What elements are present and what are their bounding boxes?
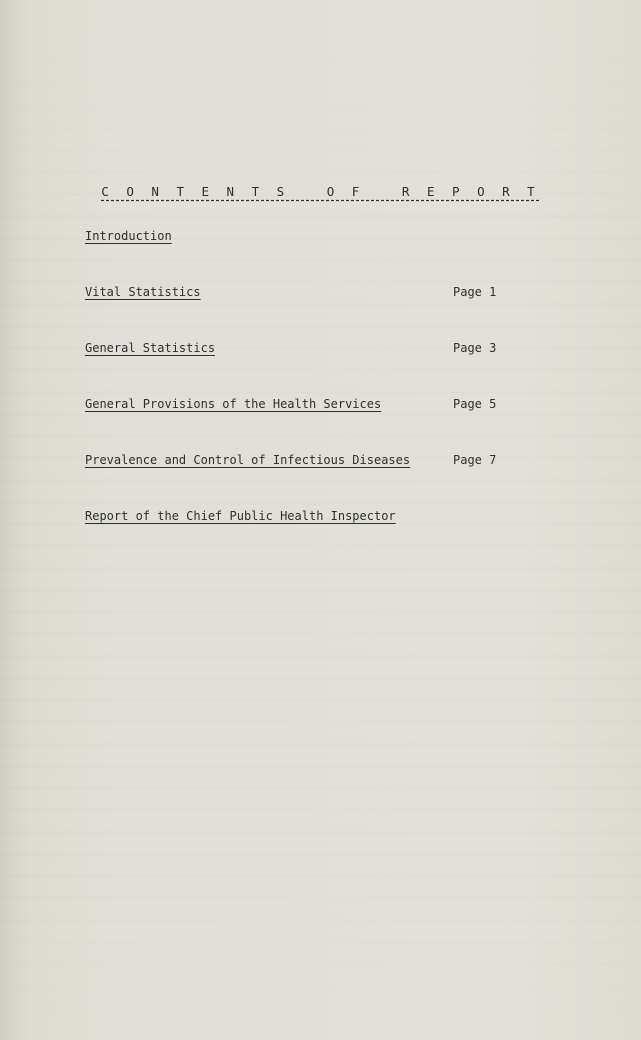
- toc-entry-public-health-inspector: Report of the Chief Public Health Inspector: [85, 509, 396, 523]
- contents-title: C O N T E N T S O F R E P O R T: [101, 184, 540, 199]
- toc-entry-introduction: Introduction: [85, 229, 172, 243]
- toc-entry-health-services: General Provisions of the Health Services: [85, 397, 382, 411]
- toc-entry-vital-statistics: Vital Statistics: [85, 285, 201, 299]
- toc-entry-infectious-diseases: Prevalence and Control of Infectious Diseases: [85, 453, 411, 467]
- toc-page-general-statistics: Page 3: [453, 341, 497, 355]
- toc-page-health-services: Page 5: [453, 397, 497, 411]
- toc-entry-general-statistics: General Statistics: [85, 341, 216, 355]
- toc-page-infectious-diseases: Page 7: [453, 453, 497, 467]
- toc-page-vital-statistics: Page 1: [453, 285, 497, 299]
